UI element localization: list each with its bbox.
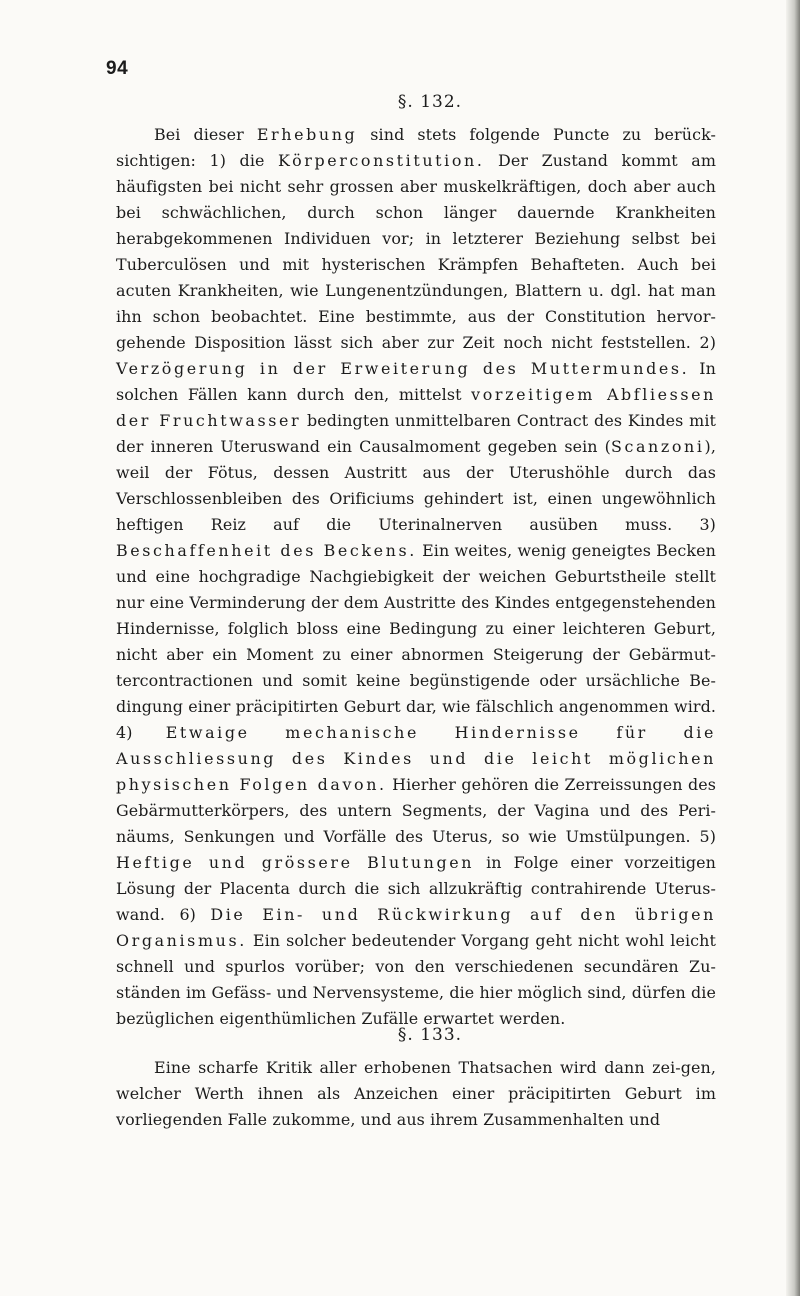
emphasized-text: Etwaige mechanische Hindernisse für die Ausschliessung des Kindes und die leicht möglichen physischen Folgen davon. — [116, 723, 716, 794]
emphasized-text: Heftige und grössere Blutungen — [116, 853, 475, 872]
body-text-run: In solchen Fällen kann durch den, mittelst — [116, 359, 716, 404]
paragraph-section-132 — [116, 122, 716, 1032]
body-text-run: Hierher gehören die Zerreissungen des Gebärmutterkörpers, des untern Segments, der Vagina und des Peri-näums, Senkungen und Vorfälle des Uterus, so wie Umstülpungen. 5) — [116, 775, 716, 846]
emphasized-text: Scanzoni — [610, 437, 705, 456]
section-heading-132: §. 132. — [397, 92, 463, 112]
paragraph-section-133 — [116, 1055, 716, 1133]
emphasized-text: Verzögerung in der Erweiterung des Muttermundes. — [116, 359, 690, 378]
body-text-run: in Folge einer vorzeitigen Lösung der Placenta durch die sich allzukräftig contrahirende Uterus-wand. 6) — [116, 853, 716, 924]
emphasized-text: Die Ein- und Rückwirkung auf den übrigen Organismus. — [116, 905, 716, 950]
emphasized-text: vorzeitigem Abfliessen der Fruchtwasser — [116, 385, 716, 430]
body-text-run: Eine scharfe Kritik aller erhobenen Thatsachen wird dann zei-gen, welcher Werth ihnen als Anzeichen einer präcipitirten Geburt im vorliegenden Falle zukomme, und aus ihrem Zusammenhalten und — [116, 1058, 716, 1129]
body-text-run: Ein solcher bedeutender Vorgang geht nicht wohl leicht schnell und spurlos vorüber; von den verschiedenen secundären Zu-ständen im Gefäss- und Nervensysteme, die hier möglich sind, dürfen die bezüglichen eigenthümlichen Zufälle erwartet werden. — [116, 931, 716, 1028]
emphasized-text: Körperconstitution. — [278, 151, 485, 170]
section-heading-133: §. 133. — [397, 1025, 463, 1045]
emphasized-text: Beschaffenheit des Beckens. — [116, 541, 417, 560]
emphasized-text: Erhebung — [256, 125, 358, 144]
body-text-run: bedingten unmittelbaren Contract des Kindes mit der inneren Uteruswand ein Causalmoment gegeben sein ( — [116, 411, 716, 456]
page-number: 94 — [106, 58, 129, 79]
body-text-run: Bei dieser — [154, 125, 257, 144]
body-text-run: Der Zustand kommt am häufigsten bei nicht sehr grossen aber muskelkräftigen, doch aber auch bei schwächlichen, durch schon länger dauernde Krankheiten herabgekommenen Individuen vor; in letzterer Beziehung selbst bei Tuberculösen und mit hysterischen Krämpfen Behafteten. Auch bei acuten Krankheiten, wie Lungenentzündungen, Blattern u. dgl. hat man ihn schon beobachtet. Eine bestimmte, aus der Constitution hervor-gehende Disposition lässt sich aber zur Zeit noch nicht feststellen. 2) — [116, 151, 716, 352]
page-edge-shadow — [786, 0, 800, 1296]
body-text-run: ), weil der Fötus, dessen Austritt aus der Uterushöhle durch das Verschlossenbleiben des Orificiums gehindert ist, einen ungewöhnlich heftigen Reiz auf die Uterinalnerven ausüben muss. 3) — [116, 437, 716, 534]
body-text-run: Ein weites, wenig geneigtes Becken und eine hochgradige Nachgiebigkeit der weichen Geburtstheile stellt nur eine Verminderung der dem Austritte des Kindes entgegenstehenden Hindernisse, folglich bloss eine Bedingung zu einer leichteren Geburt, nicht aber ein Moment zu einer abnormen Steigerung der Gebärmut-tercontractionen und somit keine begünstigende oder ursächliche Be-dingung einer präcipitirten Geburt dar, wie fälschlich angenommen wird. 4) — [116, 541, 716, 742]
body-text-run: sind stets folgende Puncte zu berück-sichtigen: 1) die — [116, 125, 716, 170]
